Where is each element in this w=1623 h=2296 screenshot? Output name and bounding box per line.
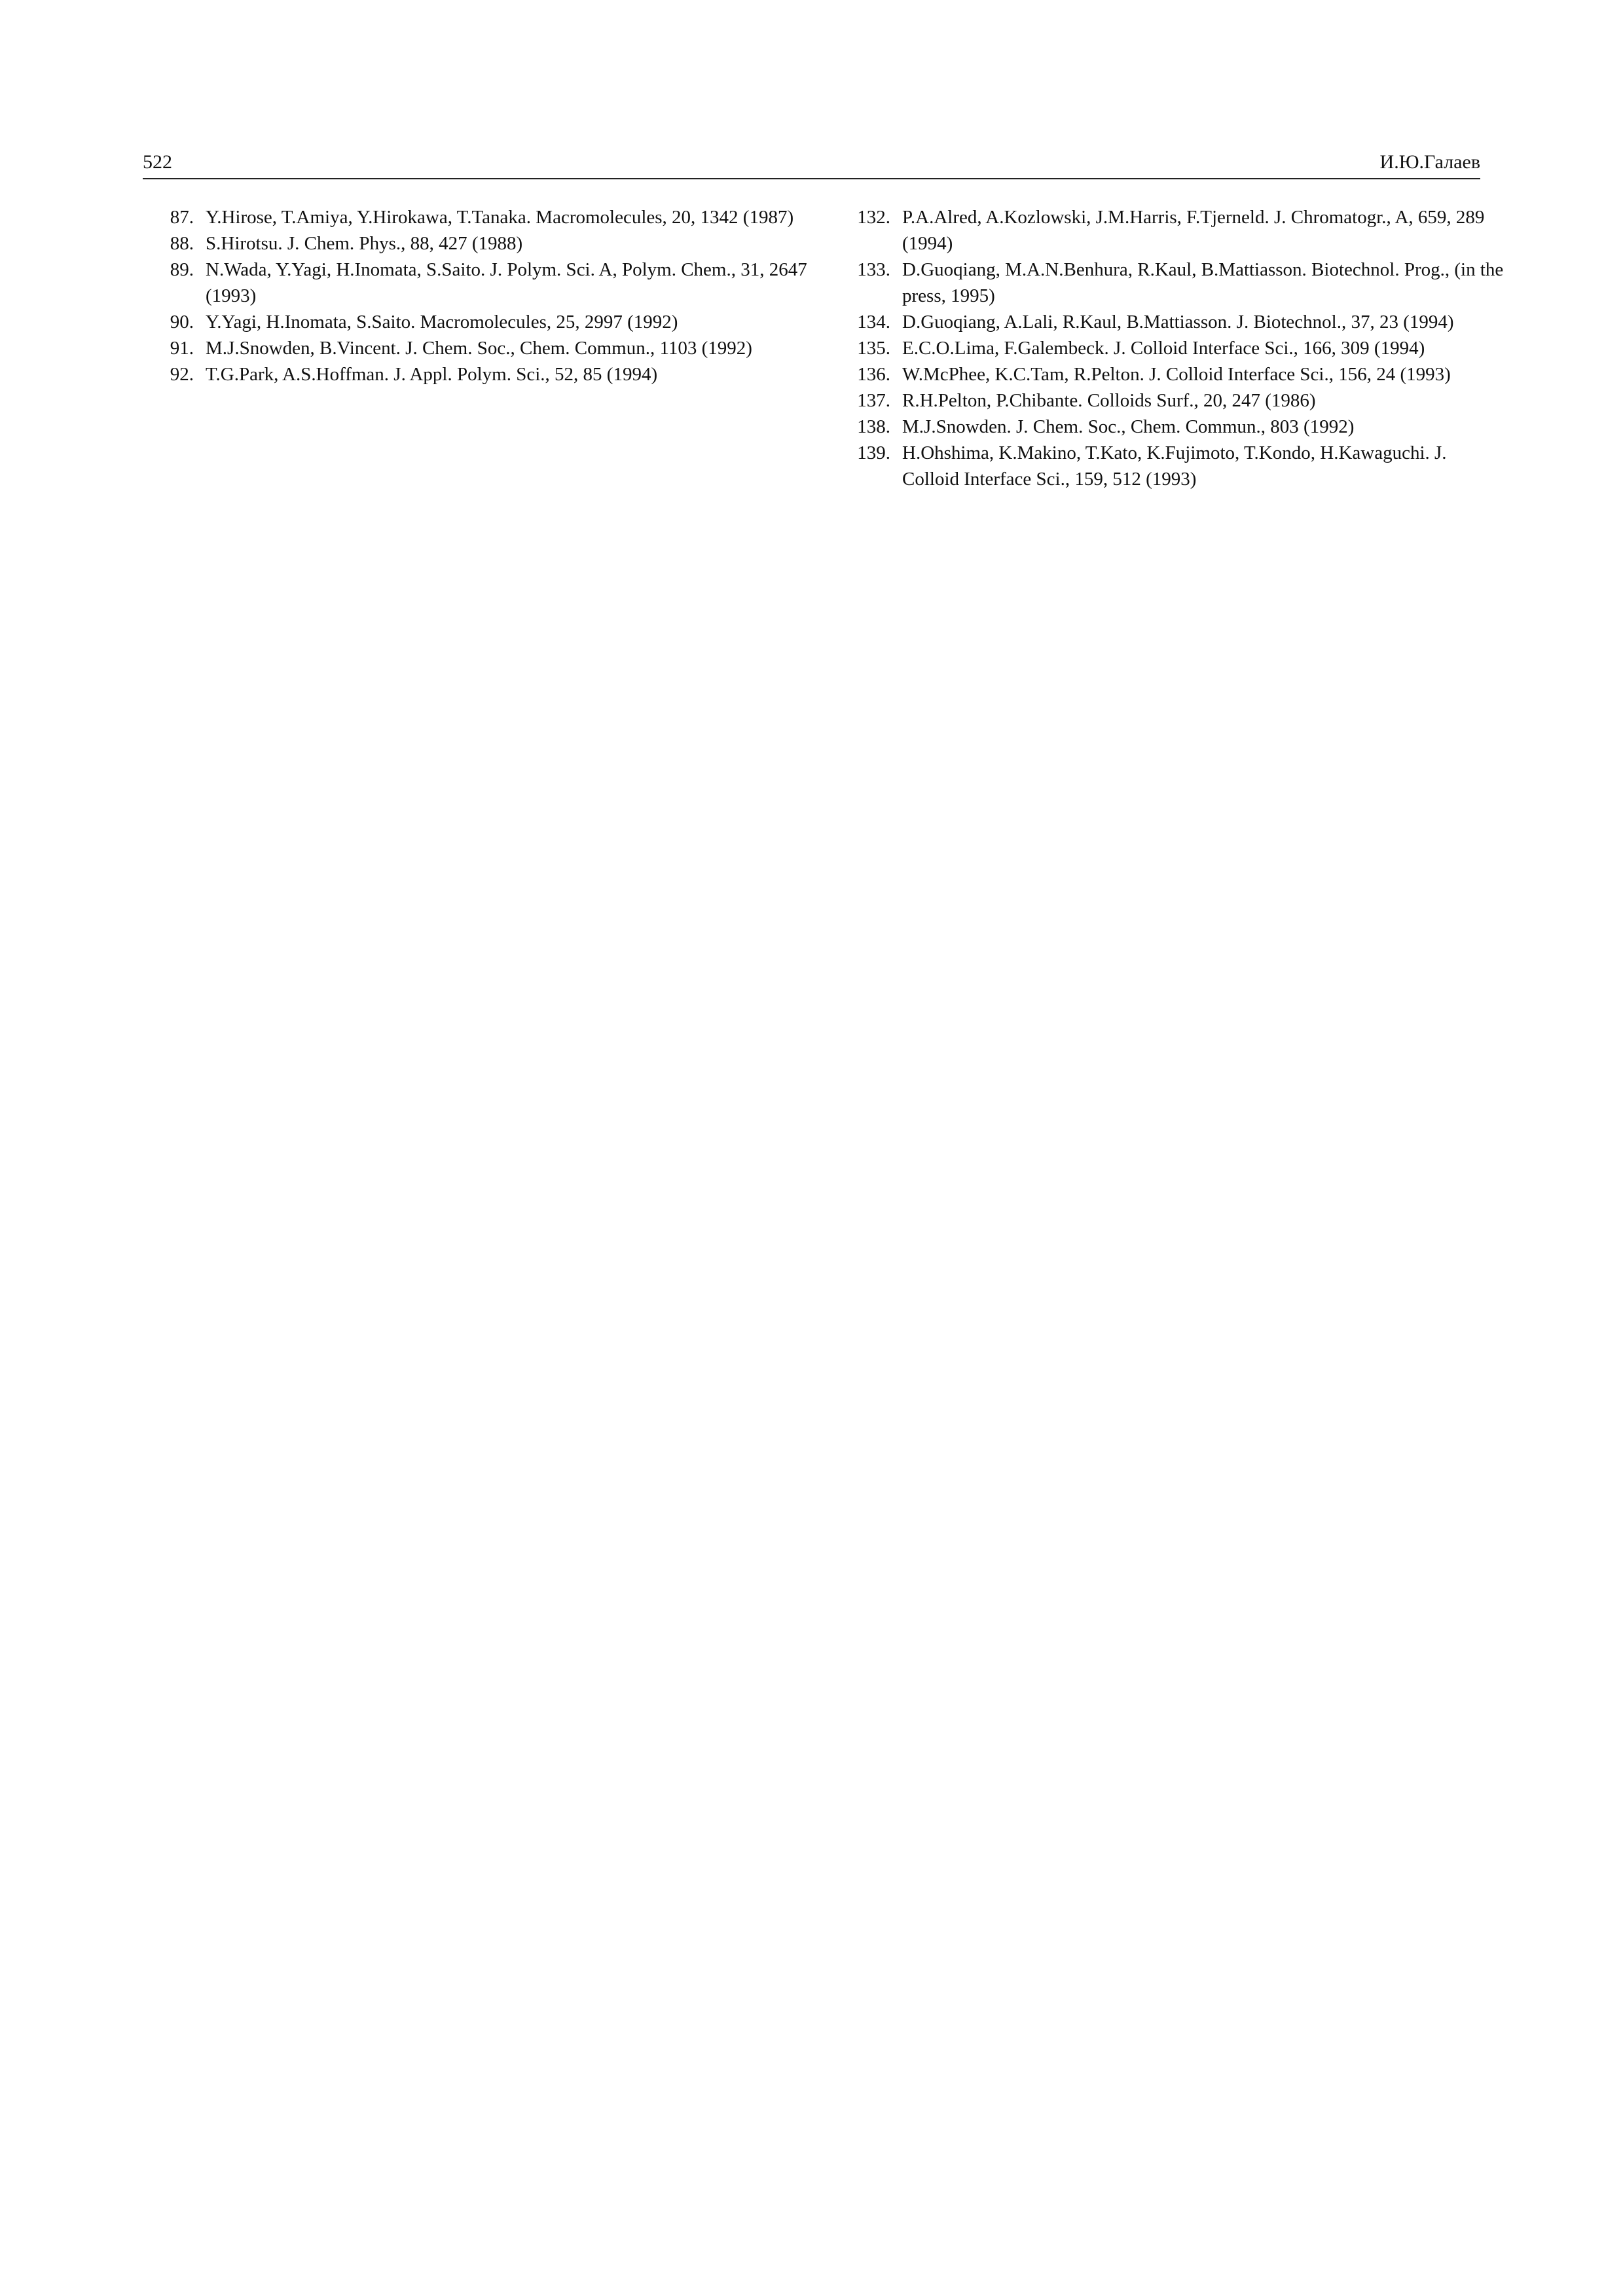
references-right-column [839, 204, 1507, 492]
reference-item [143, 204, 811, 230]
header-rule [143, 178, 1480, 179]
reference-item [143, 230, 811, 257]
reference-number: 139. [857, 442, 890, 463]
reference-item [839, 414, 1507, 440]
reference-text: N.Wada, Y.Yagi, H.Inomata, S.Saito. J. Polym. Sci. A, Polym. Chem., 31, 2647 (1993) [206, 259, 807, 306]
reference-item [839, 440, 1507, 492]
reference-item [839, 257, 1507, 309]
reference-text: P.A.Alred, A.Kozlowski, J.M.Harris, F.Tjerneld. J. Chromatogr., A, 659, 289 (1994) [902, 207, 1485, 254]
reference-text: Y.Yagi, H.Inomata, S.Saito. Macromolecules, 25, 2997 (1992) [206, 312, 678, 332]
reference-number: 132. [857, 207, 890, 228]
reference-text: E.C.O.Lima, F.Galembeck. J. Colloid Interface Sci., 166, 309 (1994) [902, 338, 1425, 359]
reference-item [839, 309, 1507, 335]
running-author: И.Ю.Галаев [1379, 151, 1480, 173]
reference-text: D.Guoqiang, A.Lali, R.Kaul, B.Mattiasson. J. Biotechnol., 37, 23 (1994) [902, 312, 1454, 332]
reference-text: H.Ohshima, K.Makino, T.Kato, K.Fujimoto, T.Kondo, H.Kawaguchi. J. Colloid Interface Sci., 159, 512 (1993) [902, 442, 1447, 490]
reference-text: M.J.Snowden, B.Vincent. J. Chem. Soc., Chem. Commun., 1103 (1992) [206, 338, 752, 359]
reference-number: 91. [170, 338, 194, 359]
reference-number: 89. [170, 259, 194, 280]
reference-number: 135. [857, 338, 890, 359]
reference-number: 137. [857, 390, 890, 411]
reference-item [143, 335, 811, 361]
reference-text: T.G.Park, A.S.Hoffman. J. Appl. Polym. Sci., 52, 85 (1994) [206, 364, 658, 385]
reference-text: Y.Hirose, T.Amiya, Y.Hirokawa, T.Tanaka. Macromolecules, 20, 1342 (1987) [206, 207, 794, 228]
page-number: 522 [143, 151, 172, 173]
reference-item [143, 257, 811, 309]
reference-text: W.McPhee, K.C.Tam, R.Pelton. J. Colloid Interface Sci., 156, 24 (1993) [902, 364, 1451, 385]
reference-item [839, 204, 1507, 257]
reference-text: S.Hirotsu. J. Chem. Phys., 88, 427 (1988) [206, 233, 523, 254]
reference-text: M.J.Snowden. J. Chem. Soc., Chem. Commun., 803 (1992) [902, 416, 1355, 437]
reference-number: 92. [170, 364, 194, 385]
reference-number: 138. [857, 416, 890, 437]
reference-text: D.Guoqiang, M.A.N.Benhura, R.Kaul, B.Mattiasson. Biotechnol. Prog., (in the press, 1995) [902, 259, 1504, 306]
reference-item [839, 335, 1507, 361]
references-left-column [143, 204, 811, 387]
reference-item [143, 361, 811, 387]
reference-item [143, 309, 811, 335]
page-header [143, 134, 1480, 173]
reference-number: 87. [170, 207, 194, 228]
reference-item [839, 387, 1507, 414]
reference-item [839, 361, 1507, 387]
reference-number: 88. [170, 233, 194, 254]
reference-number: 134. [857, 312, 890, 332]
reference-number: 90. [170, 312, 194, 332]
reference-number: 136. [857, 364, 890, 385]
reference-text: R.H.Pelton, P.Chibante. Colloids Surf., 20, 247 (1986) [902, 390, 1316, 411]
reference-number: 133. [857, 259, 890, 280]
